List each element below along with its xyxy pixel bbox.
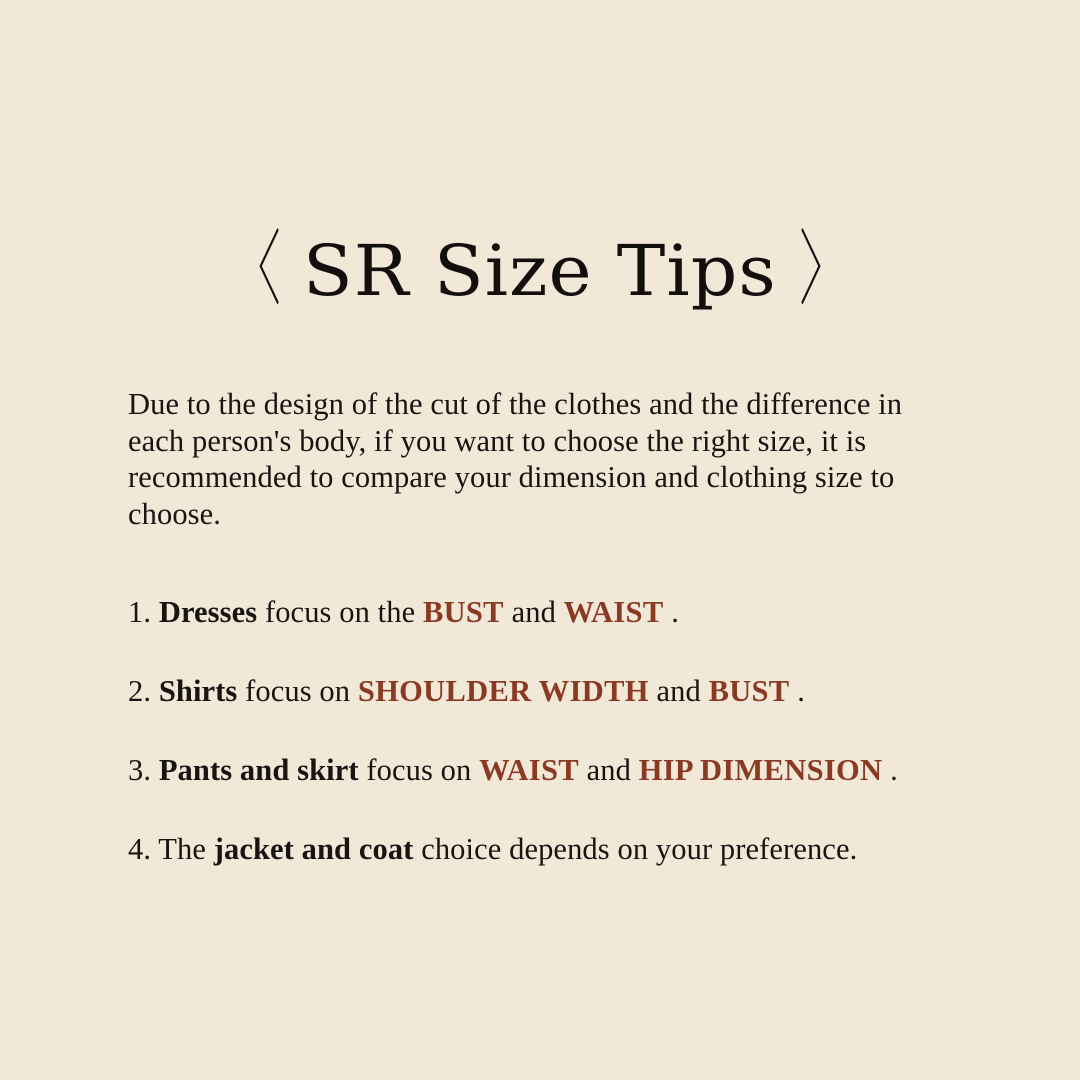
tip-end: . (671, 595, 679, 629)
tip-joiner: and (656, 674, 709, 708)
tip-number: 1. (128, 595, 152, 629)
tip-end: . (797, 674, 805, 708)
tip-subject: Pants and skirt (158, 753, 359, 787)
page-title-text: SR Size Tips (303, 230, 777, 312)
tip-number: 2. (128, 674, 152, 708)
tip-number: 4. (128, 832, 152, 866)
tip-subject: Shirts (158, 674, 238, 708)
tip-number: 3. (128, 753, 152, 787)
tip-mid-text: focus on (245, 674, 358, 708)
tip-keyword-2: HIP DIMENSION (638, 753, 883, 787)
tip-lead: The (158, 832, 214, 866)
tip-subject: Dresses (158, 595, 258, 629)
ornament-left-icon: 〈 (235, 223, 281, 318)
tip-end: . (890, 753, 898, 787)
intro-paragraph: Due to the design of the cut of the clothes and the difference in each person's body, if you want to choose the right size, it is recommended to compare your dimension and clothing size to choose. (128, 387, 903, 531)
tip-joiner: and (511, 595, 564, 629)
tip-keyword-2: WAIST (563, 595, 664, 629)
tip-keyword-1: WAIST (479, 753, 579, 787)
list-item (128, 752, 968, 788)
ornament-right-icon: 〉 (799, 223, 845, 318)
list-item (128, 831, 968, 867)
tip-tail: choice depends on your preference. (421, 832, 858, 866)
tip-subject: jacket and coat (213, 832, 414, 866)
tips-list (128, 594, 968, 867)
list-item (128, 594, 968, 630)
page-title (0, 223, 1080, 318)
list-item (128, 673, 968, 709)
tip-mid-text: focus on the (264, 595, 423, 629)
tip-keyword-2: BUST (708, 674, 790, 708)
tip-keyword-1: SHOULDER WIDTH (357, 674, 649, 708)
body-content (128, 386, 968, 867)
tip-keyword-1: BUST (422, 595, 504, 629)
tip-joiner: and (586, 753, 639, 787)
tip-mid-text: focus on (366, 753, 480, 787)
